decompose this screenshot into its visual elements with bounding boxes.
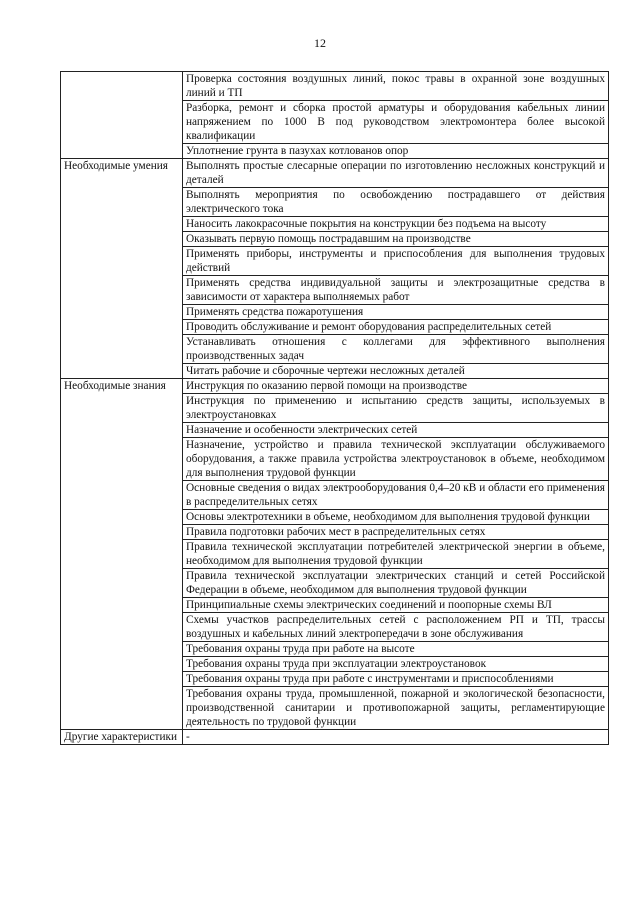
requirement-cell: Разборка, ремонт и сборка простой арматуры и оборудования кабельных линии напряжением по 1000 В под руководством электромонтера более высокой квалификации <box>183 101 609 144</box>
requirement-cell: Основные сведения о видах электрооборудования 0,4–20 кВ и области его применения в распределительных сетях <box>183 481 609 510</box>
requirement-cell: Требования охраны труда при работе с инструментами и приспособлениями <box>183 672 609 687</box>
page-number: 12 <box>314 36 326 50</box>
requirement-cell: Читать рабочие и сборочные чертежи несложных деталей <box>183 364 609 379</box>
requirement-cell: Схемы участков распределительных сетей с расположением РП и ТП, трассы воздушных и кабельных линий электропередачи в зоне обслуживания <box>183 613 609 642</box>
requirement-cell: Требования охраны труда, промышленной, пожарной и экологической безопасности, производственной санитарии и противопожарной защиты, регламентирующие деятельность по трудовой функции <box>183 687 609 730</box>
requirement-cell: Оказывать первую помощь пострадавшим на производстве <box>183 232 609 247</box>
requirement-cell: Принципиальные схемы электрических соединений и поопорные схемы ВЛ <box>183 598 609 613</box>
requirement-cell: Требования охраны труда при эксплуатации электроустановок <box>183 657 609 672</box>
requirement-cell: Правила технической эксплуатации потребителей электрической энергии в объеме, необходимом для выполнения трудовой функции <box>183 540 609 569</box>
requirement-cell: Выполнять мероприятия по освобождению пострадавшего от действия электрического тока <box>183 188 609 217</box>
requirement-cell: Назначение и особенности электрических сетей <box>183 423 609 438</box>
section-label: Другие характеристики <box>61 730 183 745</box>
requirement-cell: Применять средства пожаротушения <box>183 305 609 320</box>
requirement-cell: Назначение, устройство и правила технической эксплуатации обслуживаемого оборудования, а также правила устройства электроустановок в объеме, необходимом для выполнения трудовой функции <box>183 438 609 481</box>
requirement-cell: Проводить обслуживание и ремонт оборудования распределительных сетей <box>183 320 609 335</box>
requirement-cell: Требования охраны труда при работе на высоте <box>183 642 609 657</box>
table-row <box>61 379 609 394</box>
requirement-cell: Правила технической эксплуатации электрических станций и сетей Российской Федерации в объеме, необходимом для выполнения трудовой функции <box>183 569 609 598</box>
requirement-cell: Проверка состояния воздушных линий, покос травы в охранной зоне воздушных линий и ТП <box>183 72 609 101</box>
requirement-cell: Применять приборы, инструменты и приспособления для выполнения трудовых действий <box>183 247 609 276</box>
section-label: Необходимые умения <box>61 159 183 379</box>
requirement-cell: Уплотнение грунта в пазухах котлованов опор <box>183 144 609 159</box>
table-row <box>61 72 609 101</box>
section-label <box>61 72 183 159</box>
table-row <box>61 730 609 745</box>
requirement-cell: Инструкция по применению и испытанию средств защиты, используемых в электроустановках <box>183 394 609 423</box>
requirements-table <box>60 71 609 745</box>
section-label: Необходимые знания <box>61 379 183 730</box>
table-row <box>61 159 609 188</box>
requirement-cell: - <box>183 730 609 745</box>
requirement-cell: Устанавливать отношения с коллегами для эффективного выполнения производственных задач <box>183 335 609 364</box>
requirement-cell: Правила подготовки рабочих мест в распределительных сетях <box>183 525 609 540</box>
requirement-cell: Выполнять простые слесарные операции по изготовлению несложных конструкций и деталей <box>183 159 609 188</box>
requirement-cell: Применять средства индивидуальной защиты и электрозащитные средства в зависимости от характера выполняемых работ <box>183 276 609 305</box>
requirement-cell: Инструкция по оказанию первой помощи на производстве <box>183 379 609 394</box>
requirement-cell: Наносить лакокрасочные покрытия на конструкции без подъема на высоту <box>183 217 609 232</box>
requirement-cell: Основы электротехники в объеме, необходимом для выполнения трудовой функции <box>183 510 609 525</box>
